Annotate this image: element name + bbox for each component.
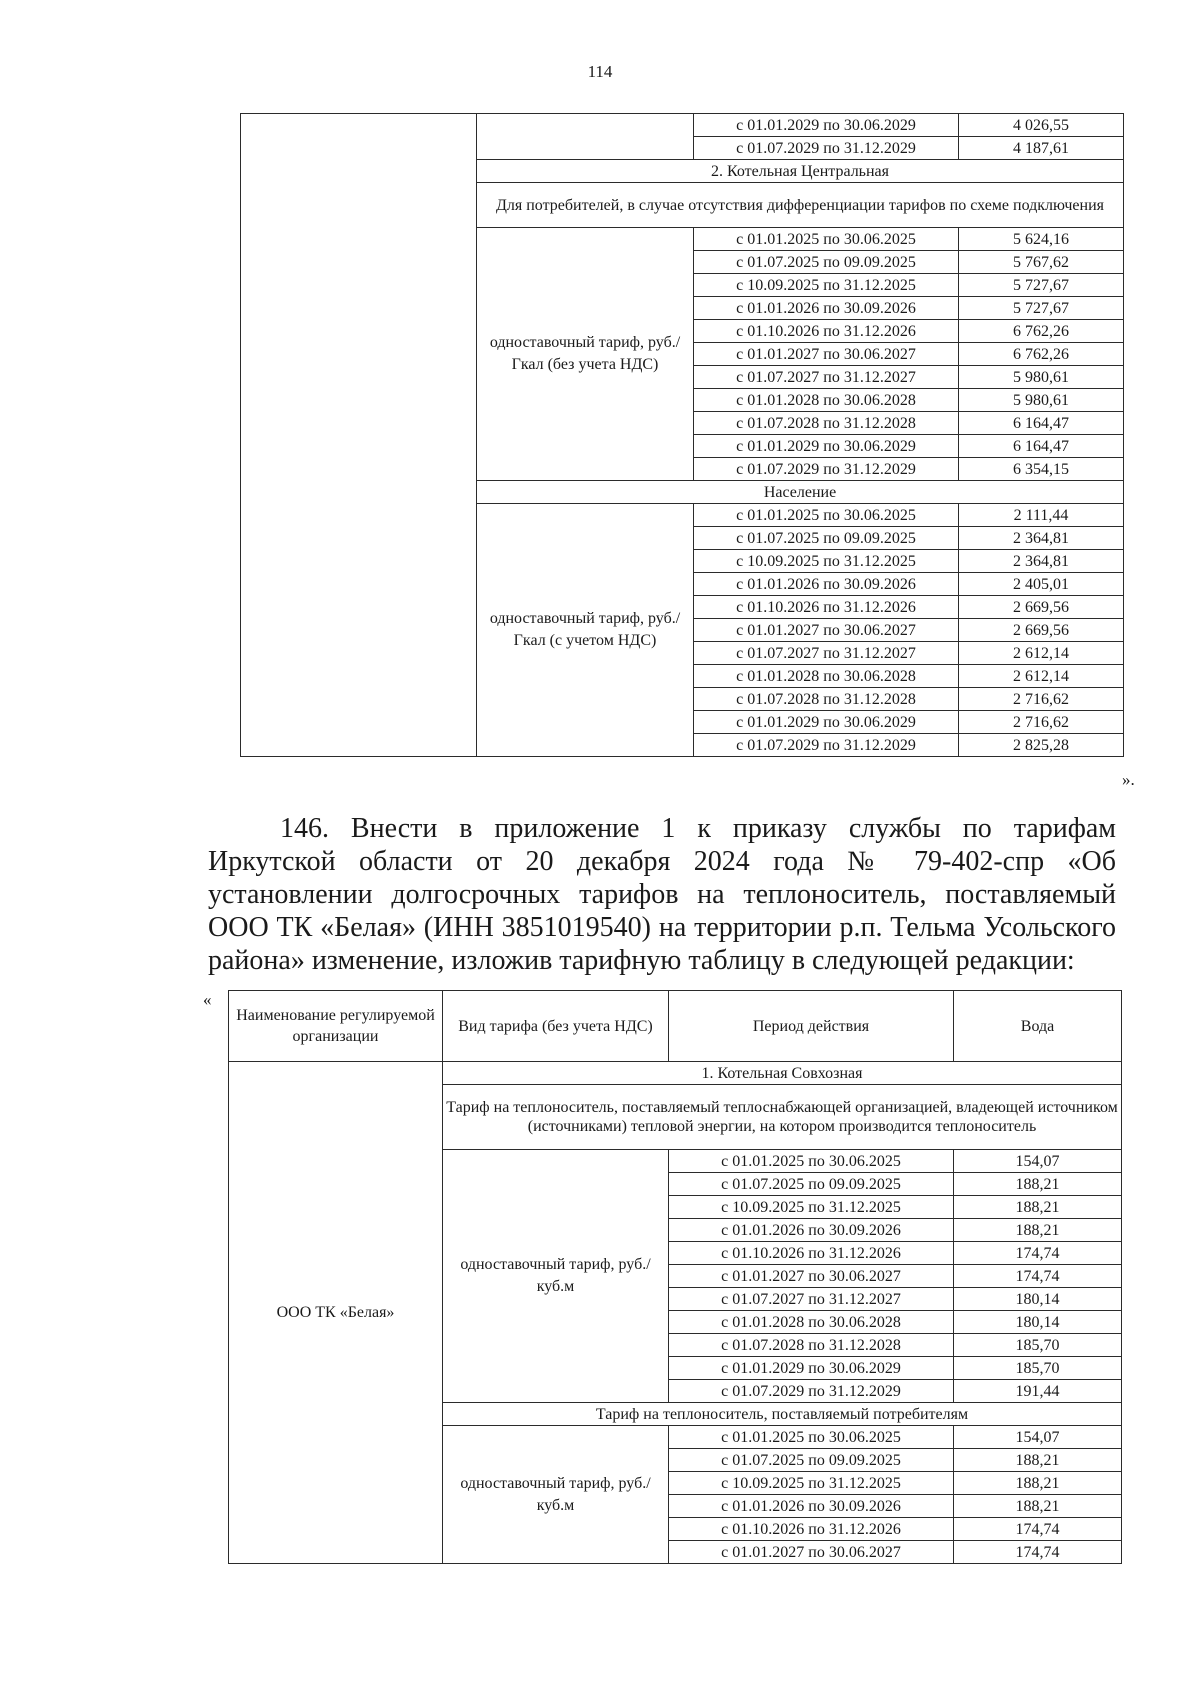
- period-cell: с 10.09.2025 по 31.12.2025: [694, 550, 959, 573]
- value-cell: 180,14: [954, 1288, 1122, 1311]
- period-cell: с 01.10.2026 по 31.12.2026: [694, 596, 959, 619]
- value-cell: 5 767,62: [959, 251, 1124, 274]
- value-cell: 188,21: [954, 1219, 1122, 1242]
- period-cell: с 01.10.2026 по 31.12.2026: [694, 320, 959, 343]
- tariff-type-cell: одноставочный тариф, руб./Гкал (с учетом НДС): [477, 504, 694, 757]
- organization-cell: [241, 114, 477, 757]
- period-cell: с 01.07.2025 по 09.09.2025: [669, 1449, 954, 1472]
- subsection-title: Тариф на теплоноситель, поставляемый потребителям: [443, 1403, 1122, 1426]
- period-cell: с 10.09.2025 по 31.12.2025: [669, 1472, 954, 1495]
- value-cell: 154,07: [954, 1426, 1122, 1449]
- value-cell: 2 716,62: [959, 711, 1124, 734]
- value-cell: 6 762,26: [959, 343, 1124, 366]
- tariff-type-cell: одноставочный тариф, руб./куб.м: [443, 1150, 669, 1403]
- period-cell: с 01.01.2025 по 30.06.2025: [669, 1426, 954, 1449]
- tariff-type-cell: одноставочный тариф, руб./куб.м: [443, 1426, 669, 1564]
- value-cell: 2 111,44: [959, 504, 1124, 527]
- value-cell: 188,21: [954, 1472, 1122, 1495]
- value-cell: 2 612,14: [959, 642, 1124, 665]
- period-cell: с 01.01.2029 по 30.06.2029: [694, 114, 959, 137]
- value-cell: 188,21: [954, 1196, 1122, 1219]
- period-cell: с 01.01.2029 по 30.06.2029: [694, 435, 959, 458]
- period-cell: с 01.07.2027 по 31.12.2027: [694, 366, 959, 389]
- period-cell: с 01.01.2028 по 30.06.2028: [694, 665, 959, 688]
- period-cell: с 01.07.2025 по 09.09.2025: [694, 251, 959, 274]
- section-title: 1. Котельная Совхозная: [443, 1062, 1122, 1085]
- value-cell: 185,70: [954, 1357, 1122, 1380]
- value-cell: 2 364,81: [959, 527, 1124, 550]
- closing-quote: ».: [1122, 770, 1135, 789]
- value-cell: 4 026,55: [959, 114, 1124, 137]
- tariff-type-cell: одноставочный тариф, руб./Гкал (без учета НДС): [477, 228, 694, 481]
- period-cell: с 01.07.2028 по 31.12.2028: [694, 688, 959, 711]
- period-cell: с 01.07.2029 по 31.12.2029: [669, 1380, 954, 1403]
- value-cell: 174,74: [954, 1265, 1122, 1288]
- value-cell: 188,21: [954, 1173, 1122, 1196]
- value-cell: 174,74: [954, 1242, 1122, 1265]
- period-cell: с 01.07.2029 по 31.12.2029: [694, 137, 959, 160]
- value-cell: 180,14: [954, 1311, 1122, 1334]
- period-cell: с 01.07.2027 по 31.12.2027: [669, 1288, 954, 1311]
- period-cell: с 10.09.2025 по 31.12.2025: [669, 1196, 954, 1219]
- period-cell: с 01.10.2026 по 31.12.2026: [669, 1518, 954, 1541]
- period-cell: с 01.01.2027 по 30.06.2027: [694, 343, 959, 366]
- period-cell: с 01.07.2028 по 31.12.2028: [669, 1334, 954, 1357]
- table-row: [241, 114, 1124, 137]
- period-cell: с 01.07.2025 по 09.09.2025: [694, 527, 959, 550]
- tariff-type-cell: [477, 114, 694, 160]
- value-cell: 6 762,26: [959, 320, 1124, 343]
- value-cell: 5 727,67: [959, 297, 1124, 320]
- subsection-title: Тариф на теплоноситель, поставляемый теплоснабжающей организацией, владеющей источником (источниками) тепловой энергии, на котором производится теплоноситель: [443, 1085, 1122, 1150]
- period-cell: с 01.01.2026 по 30.09.2026: [669, 1219, 954, 1242]
- value-cell: 5 980,61: [959, 389, 1124, 412]
- value-cell: 188,21: [954, 1449, 1122, 1472]
- subsection-title: Для потребителей, в случае отсутствия дифференциации тарифов по схеме подключения: [477, 183, 1124, 228]
- value-cell: 4 187,61: [959, 137, 1124, 160]
- tariff-table-continuation: [240, 113, 1124, 757]
- period-cell: с 01.01.2029 по 30.06.2029: [669, 1357, 954, 1380]
- header-organization: Наименование регулируемой организации: [229, 991, 443, 1062]
- period-cell: с 01.01.2029 по 30.06.2029: [694, 711, 959, 734]
- value-cell: 174,74: [954, 1518, 1122, 1541]
- opening-quote: «: [203, 990, 212, 1009]
- period-cell: с 01.07.2029 по 31.12.2029: [694, 458, 959, 481]
- period-cell: с 01.01.2027 по 30.06.2027: [669, 1265, 954, 1288]
- value-cell: 2 825,28: [959, 734, 1124, 757]
- header-period: Период действия: [669, 991, 954, 1062]
- value-cell: 2 716,62: [959, 688, 1124, 711]
- period-cell: с 01.01.2027 по 30.06.2027: [669, 1541, 954, 1564]
- page-number: 114: [587, 62, 613, 81]
- value-cell: 2 669,56: [959, 619, 1124, 642]
- population-title: Население: [477, 481, 1124, 504]
- period-cell: с 10.09.2025 по 31.12.2025: [694, 274, 959, 297]
- value-cell: 2 669,56: [959, 596, 1124, 619]
- period-cell: с 01.01.2026 по 30.09.2026: [669, 1495, 954, 1518]
- value-cell: 5 727,67: [959, 274, 1124, 297]
- period-cell: с 01.01.2027 по 30.06.2027: [694, 619, 959, 642]
- value-cell: 185,70: [954, 1334, 1122, 1357]
- period-cell: с 01.01.2025 по 30.06.2025: [669, 1150, 954, 1173]
- header-tariff-type: Вид тарифа (без учета НДС): [443, 991, 669, 1062]
- period-cell: с 01.07.2028 по 31.12.2028: [694, 412, 959, 435]
- value-cell: 191,44: [954, 1380, 1122, 1403]
- section-title: 2. Котельная Центральная: [477, 160, 1124, 183]
- period-cell: с 01.01.2028 по 30.06.2028: [669, 1311, 954, 1334]
- period-cell: с 01.01.2028 по 30.06.2028: [694, 389, 959, 412]
- period-cell: с 01.01.2025 по 30.06.2025: [694, 228, 959, 251]
- period-cell: с 01.01.2025 по 30.06.2025: [694, 504, 959, 527]
- value-cell: 154,07: [954, 1150, 1122, 1173]
- value-cell: 6 164,47: [959, 412, 1124, 435]
- value-cell: 2 364,81: [959, 550, 1124, 573]
- value-cell: 5 624,16: [959, 228, 1124, 251]
- organization-name: ООО ТК «Белая»: [229, 1062, 443, 1564]
- value-cell: 174,74: [954, 1541, 1122, 1564]
- table-header-row: [229, 991, 1122, 1062]
- period-cell: с 01.07.2029 по 31.12.2029: [694, 734, 959, 757]
- value-cell: 6 164,47: [959, 435, 1124, 458]
- period-cell: с 01.10.2026 по 31.12.2026: [669, 1242, 954, 1265]
- value-cell: 5 980,61: [959, 366, 1124, 389]
- period-cell: с 01.01.2026 по 30.09.2026: [694, 297, 959, 320]
- amendment-paragraph: [208, 812, 1116, 977]
- period-cell: с 01.07.2027 по 31.12.2027: [694, 642, 959, 665]
- header-water: Вода: [954, 991, 1122, 1062]
- value-cell: 188,21: [954, 1495, 1122, 1518]
- value-cell: 2 405,01: [959, 573, 1124, 596]
- value-cell: 2 612,14: [959, 665, 1124, 688]
- period-cell: с 01.07.2025 по 09.09.2025: [669, 1173, 954, 1196]
- amendment-paragraph-text: 146. Внести в приложение 1 к приказу службы по тарифам Иркутской области от 20 декабря 2024 года № 79-402-спр «Об установлении долгосрочных тарифов на теплоноситель, поставляемый ООО ТК «Белая» (ИНН 3851019540) на территории р.п. Тельма Усольского района» изменение, изложив тарифную таблицу в следующей редакции:: [208, 813, 1116, 976]
- value-cell: 6 354,15: [959, 458, 1124, 481]
- period-cell: с 01.01.2026 по 30.09.2026: [694, 573, 959, 596]
- tariff-table-new: [228, 990, 1122, 1564]
